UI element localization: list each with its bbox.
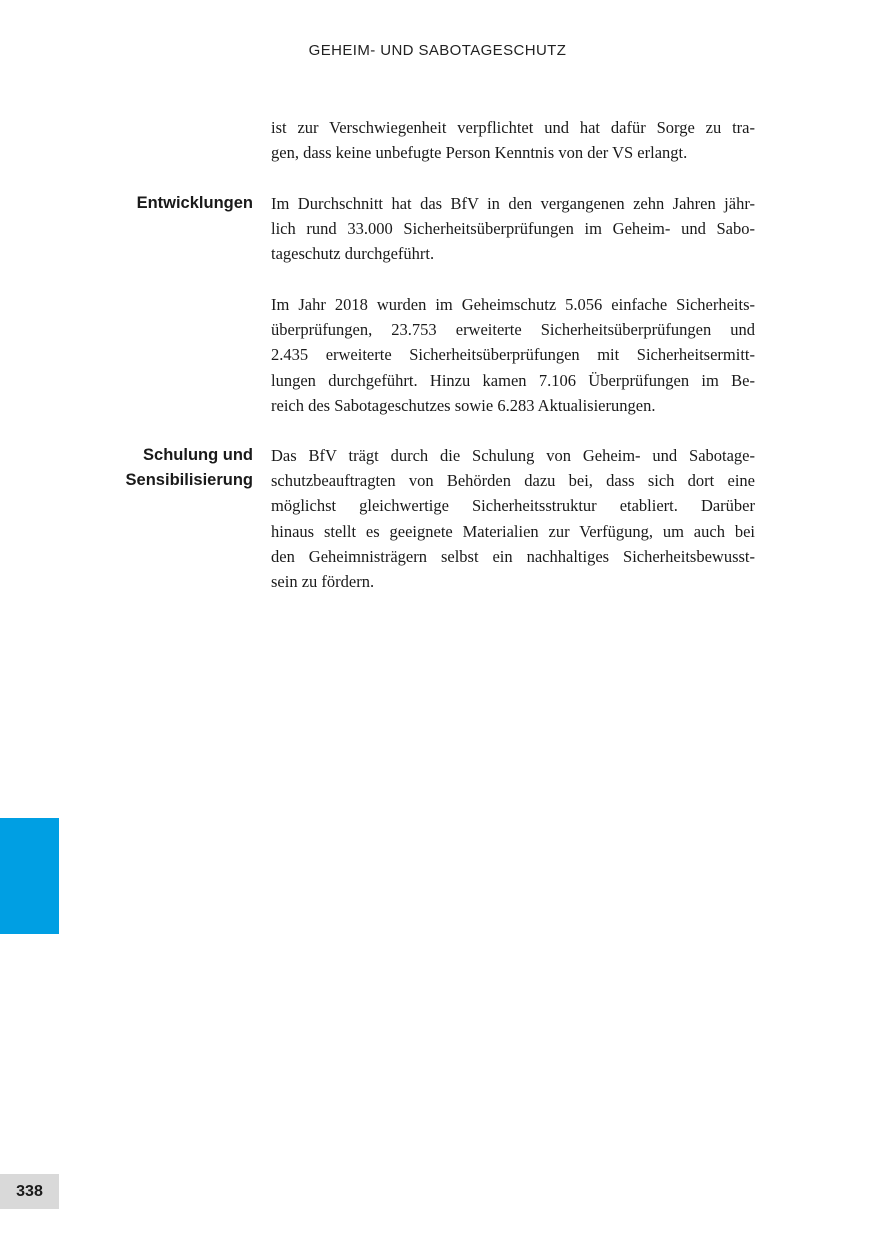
page-number: 338 [0,1174,59,1209]
margin-heading-line: Sensibilisierung [125,471,253,489]
text-line: überprüfungen, 23.753 erweiterte Sicherheitsüberprüfungen und [271,320,755,340]
margin-heading-line: Entwicklungen [136,194,253,212]
text-line: hinaus stellt es geeignete Materialien zur Verfügung, um auch bei [271,521,755,541]
text-line: ist zur Verschwiegenheit verpflichtet und hat dafür Sorge zu tra- [271,118,755,137]
text-line: Im Jahr 2018 wurden im Geheimschutz 5.056 einfache Sicherheits- [271,295,755,314]
text-line: den Geheimnisträgern selbst ein nachhaltiges Sicherheitsbewusst- [271,546,755,566]
chapter-color-tab [0,818,59,934]
schulung-paragraph [271,443,755,594]
text-line: schutzbeauftragten von Behörden dazu bei, dass sich dort eine [271,471,755,491]
entwicklungen-paragraph-2 [271,292,755,418]
text-line: lungen durchgeführt. Hinzu kamen 7.106 Überprüfungen im Be- [271,370,755,390]
margin-heading-schulung [53,443,253,493]
text-line: gen, dass keine unbefugte Person Kenntnis von der VS erlangt. [271,143,688,163]
margin-heading-line: Schulung und [143,446,253,464]
entwicklungen-paragraph-1 [271,191,755,267]
running-header: GEHEIM- UND SABOTAGESCHUTZ [308,42,567,59]
text-line: möglichst gleichwertige Sicherheitsstruktur etabliert. Darüber [271,496,755,516]
text-line: lich rund 33.000 Sicherheitsüberprüfungen im Geheim- und Sabo- [271,219,755,239]
text-line: tageschutz durchgeführt. [271,244,435,264]
text-line: reich des Sabotageschutzes sowie 6.283 Aktualisierungen. [271,395,656,415]
text-line: Im Durchschnitt hat das BfV in den vergangenen zehn Jahren jähr- [271,194,755,213]
text-line: Das BfV trägt durch die Schulung von Geheim- und Sabotage- [271,446,755,465]
text-line: sein zu fördern. [271,572,375,592]
intro-paragraph [271,115,755,165]
margin-heading-entwicklungen [53,191,253,216]
text-line: 2.435 erweiterte Sicherheitsüberprüfungen mit Sicherheitsermitt- [271,345,755,365]
